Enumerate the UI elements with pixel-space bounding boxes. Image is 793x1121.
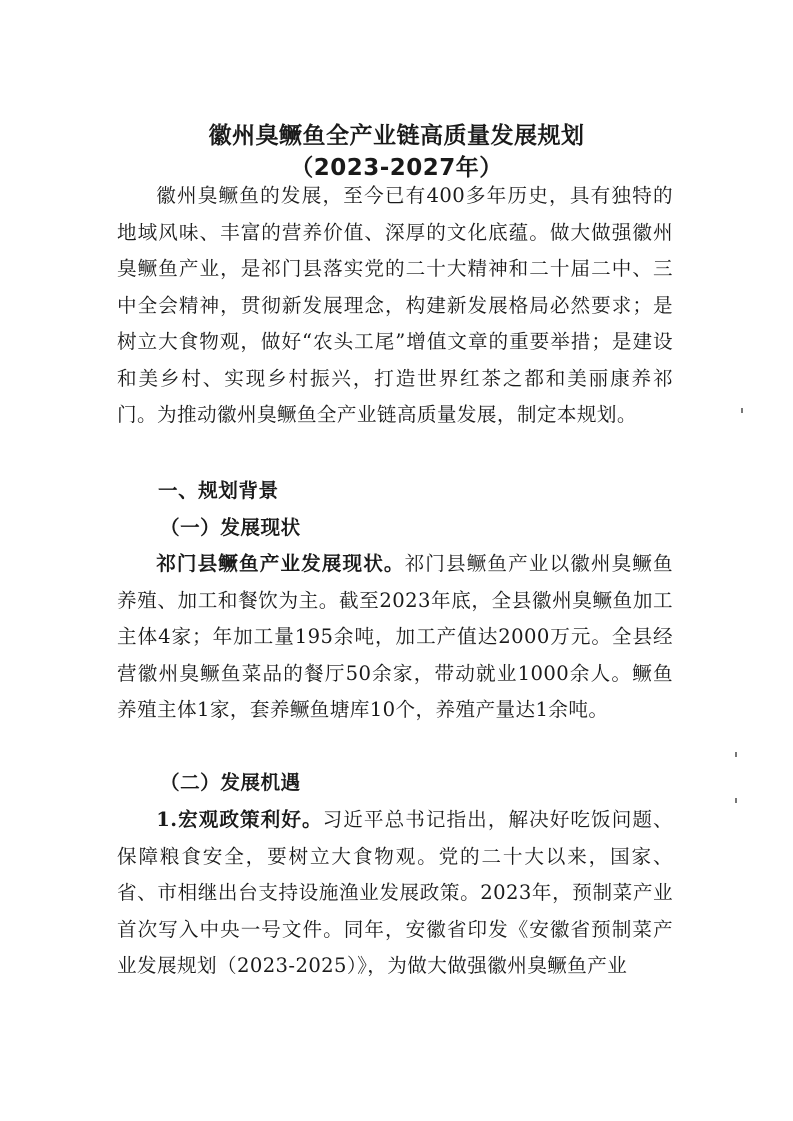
- section-heading-background: 一、规划背景: [158, 479, 279, 502]
- policy-body-text: 习近平总书记指出，解决好吃饭问题、保障粮食安全，要树立大食物观。党的二十大以来，国家、省、市相继出台支持设施渔业发展政策。2023年，预制菜产业首次写入中央一号文件。同年，安徽省印发《安徽省预制菜产业发展规划（2023-2025）》，为做大做强徽州臭鳜鱼产业: [117, 808, 673, 977]
- status-paragraph: [117, 546, 673, 729]
- status-lead-text: 祁门县鳜鱼产业发展现状。: [156, 552, 405, 575]
- subsection-heading-status: （一）发展现状: [160, 516, 301, 539]
- scan-speck: [735, 752, 737, 757]
- document-title: 徽州臭鳜鱼全产业链高质量发展规划: [208, 123, 585, 149]
- document-subtitle-years: （2023-2027年）: [290, 155, 503, 181]
- scan-speck: [735, 798, 737, 803]
- scan-speck: [741, 408, 743, 413]
- policy-lead-text: 1.宏观政策利好。: [156, 808, 323, 831]
- subsection-heading-opportunity: （二）发展机遇: [160, 771, 301, 794]
- policy-paragraph: [117, 802, 673, 985]
- intro-paragraph: 徽州臭鳜鱼的发展，至今已有400多年历史，具有独特的地域风味、丰富的营养价值、深厚的文化底蕴。做大做强徽州臭鳜鱼产业，是祁门县落实党的二十大精神和二十届二中、三中全会精神，贯彻新发展理念，构建新发展格局必然要求；是树立大食物观，做好“农头工尾”增值文章的重要举措；是建设和美乡村、实现乡村振兴，打造世界红茶之都和美丽康养祁门。为推动徽州臭鳜鱼全产业链高质量发展，制定本规划。: [117, 184, 673, 426]
- status-body-text: 祁门县鳜鱼产业以徽州臭鳜鱼养殖、加工和餐饮为主。截至2023年底，全县徽州臭鳜鱼加工主体4家；年加工量195余吨，加工产值达2000万元。全县经营徽州臭鳜鱼菜品的餐厅50余家，带动就业1000余人。鳜鱼养殖主体1家，套养鳜鱼塘库10个，养殖产量达1余吨。: [117, 552, 673, 721]
